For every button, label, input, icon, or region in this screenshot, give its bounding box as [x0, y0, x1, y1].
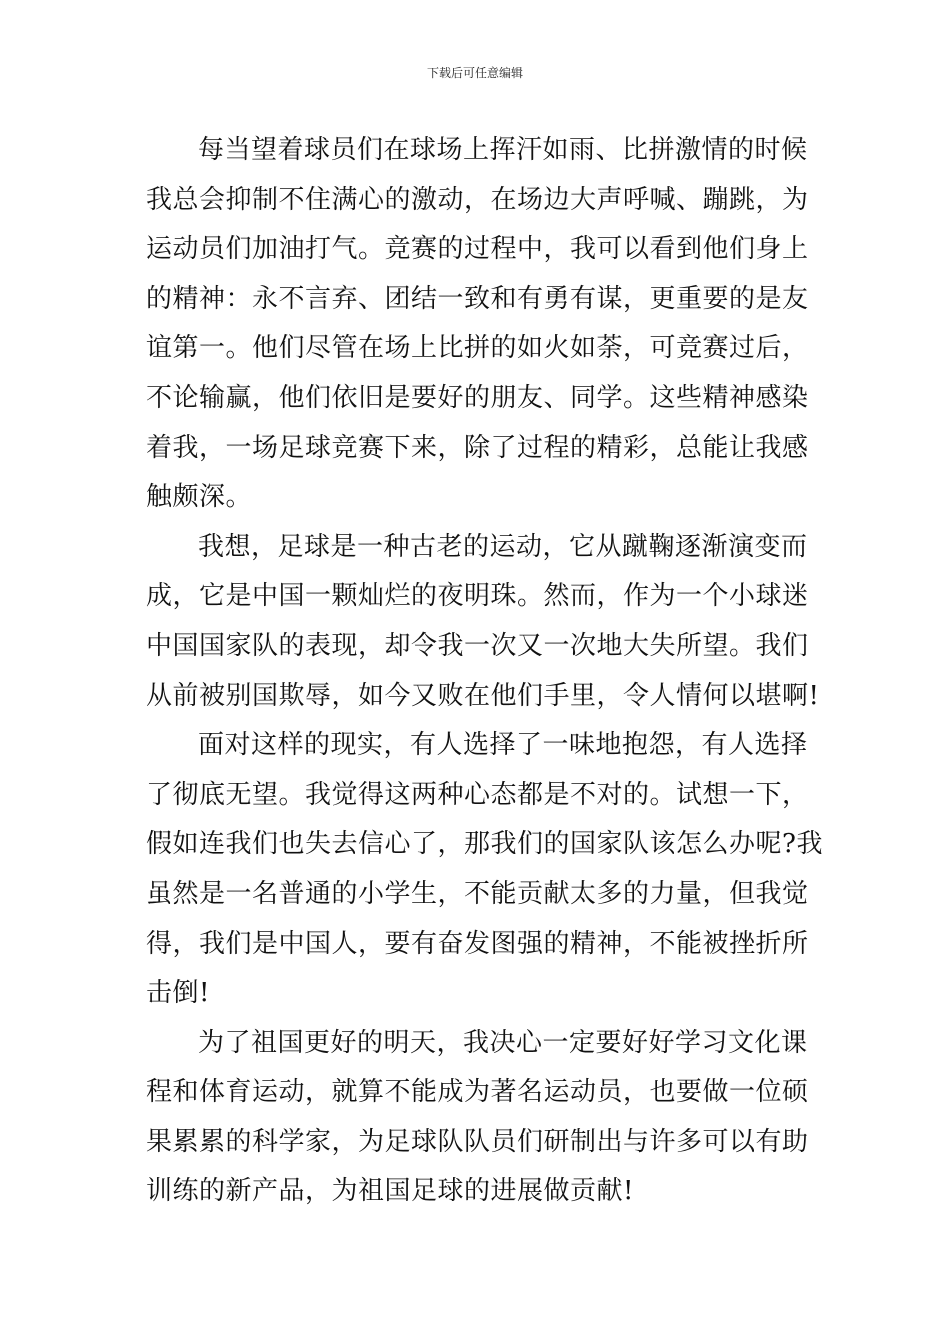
text-line: 的精神：永不言弃、团结一致和有勇有谋，更重要的是友 — [146, 283, 809, 314]
text-line: 训练的新产品，为祖国足球的进展做贡献! — [146, 1176, 634, 1207]
text-line: 运动员们加油打气。竞赛的过程中，我可以看到他们身上 — [146, 234, 809, 265]
paragraph-1 — [146, 126, 809, 523]
header-note: 下载后可任意编辑 — [426, 66, 523, 80]
text-line: 为了祖国更好的明天，我决心一定要好好学习文化课 — [198, 1027, 808, 1058]
text-line: 了彻底无望。我觉得这两种心态都是不对的。试想一下， — [146, 779, 809, 810]
text-line: 我总会抑制不住满心的激动，在场边大声呼喊、蹦跳，为 — [146, 184, 809, 215]
text-line: 不论输赢，他们依旧是要好的朋友、同学。这些精神感染 — [146, 382, 809, 413]
paragraph-2 — [146, 523, 820, 721]
text-line: 我想，足球是一种古老的运动，它从蹴鞠逐渐演变而 — [198, 531, 808, 562]
text-line: 面对这样的现实，有人选择了一味地抱怨，有人选择 — [198, 730, 808, 761]
paragraph-3 — [146, 721, 823, 1019]
text-line: 着我，一场足球竞赛下来，除了过程的精彩，总能让我感 — [146, 432, 809, 463]
text-line: 谊第一。他们尽管在场上比拼的如火如荼，可竞赛过后， — [146, 333, 809, 364]
text-line: 果累累的科学家，为足球队队员们研制出与许多可以有助 — [146, 1126, 809, 1157]
text-line: 触颇深。 — [146, 482, 253, 513]
text-line: 成，它是中国一颗灿烂的夜明珠。然而，作为一个小球迷 — [146, 581, 809, 612]
text-line: 中国国家队的表现，却令我一次又一次地大失所望。我们 — [146, 630, 809, 661]
text-line: 每当望着球员们在球场上挥汗如雨、比拼激情的时候 — [198, 135, 808, 165]
text-line: 从前被别国欺辱，如今又败在他们手里，令人情何以堪啊! — [146, 680, 820, 711]
text-line: 得，我们是中国人，要有奋发图强的精神，不能被挫折所 — [146, 928, 809, 959]
paragraph-4 — [146, 1019, 809, 1217]
text-line: 虽然是一名普通的小学生，不能贡献太多的力量，但我觉 — [146, 878, 809, 909]
text-line: 假如连我们也失去信心了，那我们的国家队该怎么办呢?我 — [146, 829, 823, 860]
text-line: 击倒! — [146, 978, 210, 1009]
text-line: 程和体育运动，就算不能成为著名运动员，也要做一位硕 — [146, 1077, 809, 1108]
body-text — [146, 126, 823, 1217]
